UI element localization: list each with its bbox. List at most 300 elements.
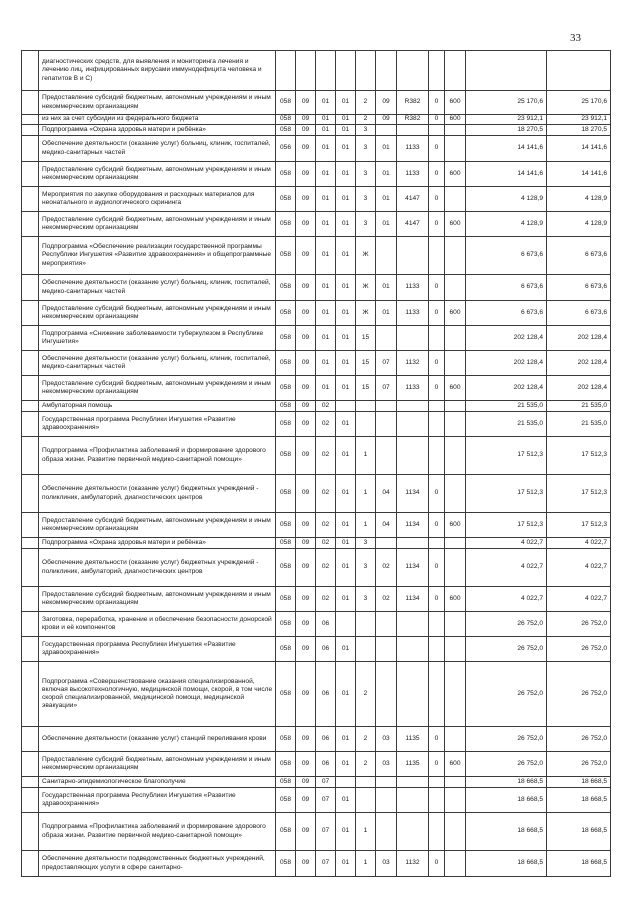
expense-type-code — [445, 851, 466, 877]
expense-type-code: 600 — [445, 115, 466, 125]
expense-type-code: 600 — [445, 752, 466, 777]
target-article-suffix — [429, 637, 445, 662]
amount-year-1: 17 512,3 — [466, 513, 547, 538]
table-row — [22, 538, 611, 549]
target-article-program — [336, 612, 356, 637]
target-article-suffix: 0 — [429, 752, 445, 777]
amount-year-2: 4 022,7 — [547, 587, 611, 612]
table-row — [22, 187, 611, 212]
expense-type-code — [445, 412, 466, 437]
target-article-program: 01 — [336, 187, 356, 212]
expense-type-code: 600 — [445, 162, 466, 187]
amount-year-1: 26 752,0 — [466, 727, 547, 752]
expense-type-code — [445, 351, 466, 376]
section-code: 09 — [296, 538, 316, 549]
expense-type-code — [445, 51, 466, 91]
margin-cell — [22, 162, 39, 187]
amount-year-1: 6 673,6 — [466, 237, 547, 275]
target-article-suffix: 0 — [429, 187, 445, 212]
amount-year-1: 25 170,6 — [466, 91, 547, 115]
expense-type-code: 600 — [445, 212, 466, 237]
expense-type-code — [445, 662, 466, 727]
target-article-subprogram: Ж — [356, 301, 376, 326]
target-article-program — [336, 51, 356, 91]
target-article-direction — [397, 662, 429, 727]
target-article-event: 09 — [376, 91, 397, 115]
table-row — [22, 376, 611, 401]
target-article-direction: 1134 — [397, 587, 429, 612]
target-article-program: 01 — [336, 851, 356, 877]
section-code: 09 — [296, 475, 316, 513]
target-article-event: 02 — [376, 549, 397, 587]
table-row — [22, 162, 611, 187]
subsection-code: 02 — [316, 587, 336, 612]
target-article-subprogram: 2 — [356, 115, 376, 125]
margin-cell — [22, 788, 39, 813]
target-article-event — [376, 637, 397, 662]
expense-type-code: 600 — [445, 587, 466, 612]
table-row — [22, 125, 611, 136]
subsection-code: 01 — [316, 212, 336, 237]
target-article-subprogram — [356, 51, 376, 91]
section-code: 09 — [296, 549, 316, 587]
amount-year-1: 6 673,6 — [466, 301, 547, 326]
row-description: Мероприятия по закупке оборудования и расходных материалов для неонатального и аудиологического скрининга — [39, 187, 276, 212]
table-row — [22, 91, 611, 115]
amount-year-1: 4 022,7 — [466, 587, 547, 612]
margin-cell — [22, 475, 39, 513]
section-code: 09 — [296, 91, 316, 115]
target-article-event — [376, 662, 397, 727]
subsection-code: 01 — [316, 237, 336, 275]
page-number: 33 — [570, 32, 581, 44]
target-article-event — [376, 777, 397, 788]
margin-cell — [22, 376, 39, 401]
grbs-code: 058 — [276, 91, 296, 115]
grbs-code: 058 — [276, 437, 296, 475]
table-row — [22, 475, 611, 513]
grbs-code: 058 — [276, 727, 296, 752]
expense-type-code — [445, 813, 466, 851]
amount-year-1: 18 668,5 — [466, 788, 547, 813]
amount-year-1: 26 752,0 — [466, 637, 547, 662]
target-article-suffix — [429, 401, 445, 412]
target-article-subprogram: 2 — [356, 752, 376, 777]
section-code: 09 — [296, 637, 316, 662]
grbs-code: 058 — [276, 538, 296, 549]
section-code: 09 — [296, 162, 316, 187]
target-article-program: 01 — [336, 513, 356, 538]
row-description: Подпрограмма «Совершенствование оказания специализированной, включая высокотехнологичную, медицинской помощи, скорой, в том числе скорой специализированной, медицинской помощи, медицинской эвакуации» — [39, 662, 276, 727]
grbs-code: 058 — [276, 587, 296, 612]
margin-cell — [22, 326, 39, 351]
target-article-direction — [397, 125, 429, 136]
amount-year-2: 4 128,9 — [547, 212, 611, 237]
grbs-code: 058 — [276, 125, 296, 136]
grbs-code: 058 — [276, 813, 296, 851]
margin-cell — [22, 301, 39, 326]
margin-cell — [22, 351, 39, 376]
target-article-program — [336, 777, 356, 788]
target-article-program — [336, 401, 356, 412]
table-row — [22, 851, 611, 877]
amount-year-2: 14 141,6 — [547, 162, 611, 187]
target-article-program: 01 — [336, 162, 356, 187]
subsection-code: 02 — [316, 513, 336, 538]
section-code: 09 — [296, 237, 316, 275]
margin-cell — [22, 237, 39, 275]
target-article-direction: 1133 — [397, 275, 429, 301]
row-description: Обеспечение деятельности подведомственных бюджетных учреждений, предоставляющих услуги в сфере санитарно- — [39, 851, 276, 877]
target-article-subprogram: 15 — [356, 326, 376, 351]
target-article-subprogram: 15 — [356, 351, 376, 376]
grbs-code: 058 — [276, 788, 296, 813]
target-article-direction — [397, 326, 429, 351]
target-article-program: 01 — [336, 376, 356, 401]
amount-year-2: 18 668,5 — [547, 777, 611, 788]
target-article-subprogram: Ж — [356, 275, 376, 301]
subsection-code: 01 — [316, 301, 336, 326]
amount-year-2: 26 752,0 — [547, 612, 611, 637]
amount-year-1: 26 752,0 — [466, 752, 547, 777]
section-code: 09 — [296, 437, 316, 475]
row-description: Заготовка, переработка, хранение и обеспечение безопасности донорской крови и её компонентов — [39, 612, 276, 637]
margin-cell — [22, 212, 39, 237]
target-article-subprogram: 3 — [356, 187, 376, 212]
section-code: 09 — [296, 727, 316, 752]
target-article-suffix: 0 — [429, 301, 445, 326]
target-article-program: 01 — [336, 91, 356, 115]
section-code: 09 — [296, 125, 316, 136]
target-article-direction: 1135 — [397, 752, 429, 777]
table-row — [22, 752, 611, 777]
row-description: Подпрограмма «Профилактика заболеваний и формирование здорового образа жизни. Развитие первичной медико-санитарной помощи» — [39, 813, 276, 851]
subsection-code: 07 — [316, 851, 336, 877]
target-article-suffix — [429, 538, 445, 549]
target-article-direction — [397, 401, 429, 412]
margin-cell — [22, 401, 39, 412]
grbs-code: 058 — [276, 237, 296, 275]
target-article-suffix — [429, 777, 445, 788]
subsection-code: 01 — [316, 275, 336, 301]
subsection-code: 02 — [316, 401, 336, 412]
target-article-direction: 1135 — [397, 727, 429, 752]
amount-year-1: 202 128,4 — [466, 376, 547, 401]
amount-year-2: 18 668,5 — [547, 788, 611, 813]
row-description: Обеспечение деятельности (оказание услуг) больниц, клиник, госпиталей, медико-санитарных частей — [39, 275, 276, 301]
target-article-event — [376, 401, 397, 412]
margin-cell — [22, 412, 39, 437]
margin-cell — [22, 187, 39, 212]
subsection-code: 01 — [316, 351, 336, 376]
target-article-subprogram: 1 — [356, 813, 376, 851]
target-article-suffix: 0 — [429, 115, 445, 125]
expense-type-code — [445, 637, 466, 662]
amount-year-2 — [547, 51, 611, 91]
budget-table — [21, 50, 611, 877]
target-article-subprogram: 2 — [356, 91, 376, 115]
grbs-code: 058 — [276, 326, 296, 351]
target-article-program: 01 — [336, 212, 356, 237]
row-description: из них за счет субсидии из федерального бюджета — [39, 115, 276, 125]
row-description: Предоставление субсидий бюджетным, автономным учреждениям и иным некоммерческим организациям — [39, 301, 276, 326]
margin-cell — [22, 777, 39, 788]
amount-year-1: 4 128,9 — [466, 212, 547, 237]
target-article-direction: 1133 — [397, 136, 429, 162]
subsection-code: 01 — [316, 187, 336, 212]
target-article-suffix: 0 — [429, 513, 445, 538]
target-article-suffix: 0 — [429, 587, 445, 612]
amount-year-1: 202 128,4 — [466, 351, 547, 376]
section-code: 09 — [296, 351, 316, 376]
target-article-event: 01 — [376, 187, 397, 212]
target-article-subprogram: 1 — [356, 513, 376, 538]
amount-year-2: 21 535,0 — [547, 412, 611, 437]
target-article-suffix: 0 — [429, 91, 445, 115]
target-article-suffix: 0 — [429, 162, 445, 187]
target-article-event — [376, 538, 397, 549]
amount-year-2: 26 752,0 — [547, 727, 611, 752]
target-article-suffix: 0 — [429, 212, 445, 237]
target-article-direction: 1134 — [397, 513, 429, 538]
target-article-event: 07 — [376, 351, 397, 376]
section-code: 09 — [296, 301, 316, 326]
expense-type-code: 600 — [445, 91, 466, 115]
expense-type-code — [445, 549, 466, 587]
amount-year-2: 6 673,6 — [547, 301, 611, 326]
target-article-program: 01 — [336, 587, 356, 612]
amount-year-1: 18 668,5 — [466, 813, 547, 851]
target-article-suffix — [429, 412, 445, 437]
section-code: 09 — [296, 187, 316, 212]
amount-year-1: 26 752,0 — [466, 612, 547, 637]
amount-year-2: 26 752,0 — [547, 662, 611, 727]
target-article-subprogram: Ж — [356, 237, 376, 275]
table-row — [22, 412, 611, 437]
target-article-program: 01 — [336, 637, 356, 662]
table-row — [22, 549, 611, 587]
amount-year-2: 23 912,1 — [547, 115, 611, 125]
target-article-direction: 1134 — [397, 549, 429, 587]
grbs-code — [276, 51, 296, 91]
target-article-direction — [397, 637, 429, 662]
subsection-code: 06 — [316, 612, 336, 637]
target-article-event: 01 — [376, 275, 397, 301]
amount-year-2: 25 170,6 — [547, 91, 611, 115]
row-description: Обеспечение деятельности (оказание услуг) бюджетных учреждений - поликлиник, амбулаторий, диагностических центров — [39, 549, 276, 587]
target-article-program: 01 — [336, 662, 356, 727]
table-row — [22, 727, 611, 752]
target-article-subprogram: 1 — [356, 475, 376, 513]
grbs-code: 058 — [276, 851, 296, 877]
expense-type-code — [445, 326, 466, 351]
target-article-subprogram: 1 — [356, 851, 376, 877]
amount-year-2: 4 022,7 — [547, 538, 611, 549]
row-description: Обеспечение деятельности (оказание услуг) больниц, клиник, госпиталей, медико-санитарных частей — [39, 136, 276, 162]
section-code: 09 — [296, 115, 316, 125]
target-article-suffix: 0 — [429, 275, 445, 301]
amount-year-2: 18 668,5 — [547, 813, 611, 851]
table-row — [22, 777, 611, 788]
target-article-subprogram: 3 — [356, 162, 376, 187]
target-article-direction: 1133 — [397, 162, 429, 187]
target-article-event: 02 — [376, 587, 397, 612]
target-article-program: 01 — [336, 326, 356, 351]
table-row — [22, 136, 611, 162]
target-article-subprogram — [356, 637, 376, 662]
amount-year-1: 21 535,0 — [466, 401, 547, 412]
target-article-subprogram — [356, 612, 376, 637]
target-article-direction: 1134 — [397, 475, 429, 513]
section-code: 09 — [296, 212, 316, 237]
target-article-direction: 4147 — [397, 187, 429, 212]
section-code: 09 — [296, 401, 316, 412]
target-article-event: 01 — [376, 136, 397, 162]
target-article-program: 01 — [336, 275, 356, 301]
row-description: Обеспечение деятельности (оказание услуг) больниц, клиник, госпиталей, медико-санитарных частей — [39, 351, 276, 376]
grbs-code: 058 — [276, 612, 296, 637]
target-article-subprogram — [356, 412, 376, 437]
target-article-program: 01 — [336, 115, 356, 125]
target-article-event — [376, 125, 397, 136]
grbs-code: 058 — [276, 162, 296, 187]
target-article-direction: R382 — [397, 91, 429, 115]
grbs-code: 058 — [276, 777, 296, 788]
subsection-code: 06 — [316, 727, 336, 752]
table-body — [22, 51, 611, 877]
target-article-suffix: 0 — [429, 351, 445, 376]
target-article-suffix — [429, 237, 445, 275]
subsection-code: 02 — [316, 475, 336, 513]
table-row — [22, 115, 611, 125]
target-article-program: 01 — [336, 136, 356, 162]
target-article-suffix — [429, 788, 445, 813]
row-description: Санитарно-эпидемиологическое благополучие — [39, 777, 276, 788]
target-article-program: 01 — [336, 549, 356, 587]
table-row — [22, 51, 611, 91]
target-article-direction — [397, 538, 429, 549]
table-row — [22, 351, 611, 376]
subsection-code: 07 — [316, 788, 336, 813]
row-description: Государственная программа Республики Ингушетия «Развитие здравоохранения» — [39, 637, 276, 662]
amount-year-1: 202 128,4 — [466, 326, 547, 351]
amount-year-1: 21 535,0 — [466, 412, 547, 437]
grbs-code: 058 — [276, 637, 296, 662]
expense-type-code — [445, 437, 466, 475]
target-article-subprogram: 15 — [356, 376, 376, 401]
target-article-subprogram: 3 — [356, 125, 376, 136]
amount-year-1: 4 022,7 — [466, 549, 547, 587]
expense-type-code: 600 — [445, 376, 466, 401]
subsection-code: 06 — [316, 662, 336, 727]
grbs-code: 056 — [276, 136, 296, 162]
target-article-direction: 1132 — [397, 851, 429, 877]
target-article-direction — [397, 412, 429, 437]
margin-cell — [22, 637, 39, 662]
target-article-event — [376, 237, 397, 275]
expense-type-code — [445, 187, 466, 212]
target-article-suffix: 0 — [429, 549, 445, 587]
table-row — [22, 326, 611, 351]
target-article-direction: 1132 — [397, 351, 429, 376]
grbs-code: 058 — [276, 662, 296, 727]
grbs-code: 058 — [276, 752, 296, 777]
section-code: 09 — [296, 788, 316, 813]
target-article-direction — [397, 788, 429, 813]
target-article-event: 01 — [376, 212, 397, 237]
section-code: 09 — [296, 662, 316, 727]
target-article-direction — [397, 237, 429, 275]
table-row — [22, 813, 611, 851]
amount-year-2: 17 512,3 — [547, 437, 611, 475]
margin-cell — [22, 51, 39, 91]
subsection-code: 01 — [316, 125, 336, 136]
margin-cell — [22, 752, 39, 777]
margin-cell — [22, 538, 39, 549]
amount-year-1: 18 270,5 — [466, 125, 547, 136]
target-article-event — [376, 612, 397, 637]
expense-type-code — [445, 136, 466, 162]
target-article-program: 01 — [336, 752, 356, 777]
margin-cell — [22, 727, 39, 752]
table-row — [22, 612, 611, 637]
row-description: Подпрограмма «Снижение заболеваемости туберкулезом в Республике Ингушетия» — [39, 326, 276, 351]
expense-type-code: 600 — [445, 301, 466, 326]
expense-type-code — [445, 475, 466, 513]
amount-year-2: 6 673,6 — [547, 275, 611, 301]
target-article-suffix: 0 — [429, 851, 445, 877]
row-description: Государственная программа Республики Ингушетия «Развитие здравоохранения» — [39, 412, 276, 437]
margin-cell — [22, 813, 39, 851]
amount-year-1 — [466, 51, 547, 91]
target-article-subprogram: 3 — [356, 549, 376, 587]
target-article-program: 01 — [336, 538, 356, 549]
expense-type-code — [445, 125, 466, 136]
amount-year-2: 6 673,6 — [547, 237, 611, 275]
target-article-suffix: 0 — [429, 727, 445, 752]
amount-year-1: 6 673,6 — [466, 275, 547, 301]
subsection-code: 06 — [316, 637, 336, 662]
target-article-subprogram: 3 — [356, 587, 376, 612]
section-code: 09 — [296, 136, 316, 162]
row-description: Государственная программа Республики Ингушетия «Развитие здравоохранения» — [39, 788, 276, 813]
target-article-program: 01 — [336, 125, 356, 136]
grbs-code: 058 — [276, 275, 296, 301]
target-article-subprogram — [356, 788, 376, 813]
table-row — [22, 237, 611, 275]
target-article-subprogram: 3 — [356, 538, 376, 549]
grbs-code: 058 — [276, 301, 296, 326]
subsection-code: 01 — [316, 136, 336, 162]
target-article-event — [376, 813, 397, 851]
amount-year-2: 4 022,7 — [547, 549, 611, 587]
amount-year-1: 14 141,6 — [466, 162, 547, 187]
expense-type-code — [445, 788, 466, 813]
amount-year-1: 14 141,6 — [466, 136, 547, 162]
subsection-code: 01 — [316, 162, 336, 187]
target-article-subprogram — [356, 401, 376, 412]
amount-year-1: 4 128,9 — [466, 187, 547, 212]
target-article-direction: R382 — [397, 115, 429, 125]
margin-cell — [22, 437, 39, 475]
margin-cell — [22, 851, 39, 877]
amount-year-2: 18 270,5 — [547, 125, 611, 136]
subsection-code: 02 — [316, 549, 336, 587]
target-article-subprogram: 2 — [356, 727, 376, 752]
grbs-code: 058 — [276, 475, 296, 513]
target-article-program: 01 — [336, 301, 356, 326]
expense-type-code: 600 — [445, 513, 466, 538]
